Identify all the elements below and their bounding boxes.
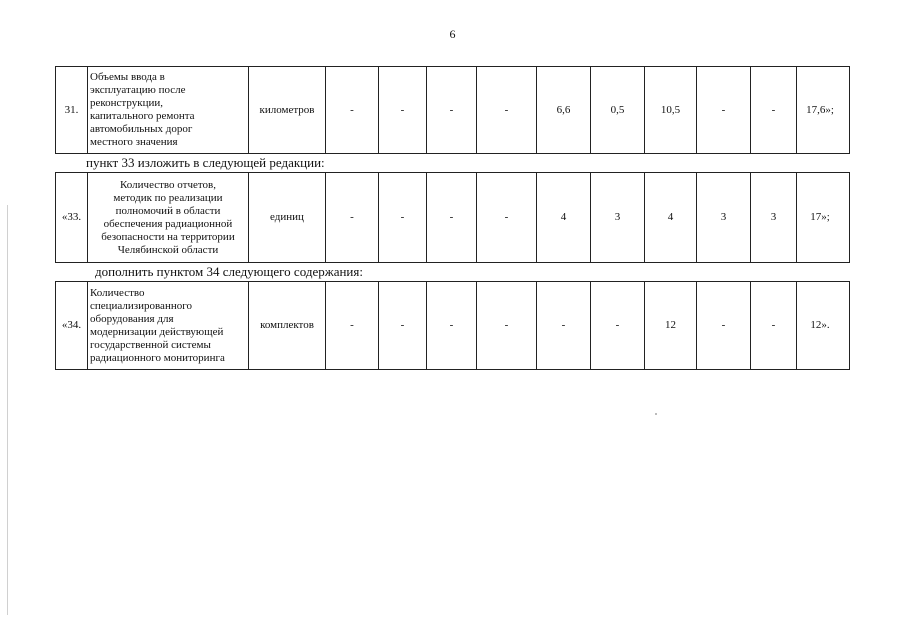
indicator-name	[88, 67, 249, 154]
value-cell: 0,5	[591, 67, 645, 154]
value-cell: 3	[591, 173, 645, 263]
value-cell: -	[427, 173, 477, 263]
indicator-name-line: полномочий в области	[115, 204, 221, 217]
indicator-name-line: Объемы ввода в	[90, 71, 165, 83]
total-cell: 17,6»;	[797, 67, 850, 154]
total-cell: 17»;	[797, 173, 850, 263]
unit-cell: километров	[249, 67, 326, 154]
indicator-name-line: капитального ремонта	[90, 110, 195, 122]
value-cell: -	[326, 282, 379, 370]
value-cell: -	[697, 282, 751, 370]
value-cell: -	[751, 282, 797, 370]
value-cell: -	[379, 282, 427, 370]
value-cell: -	[477, 282, 537, 370]
unit-cell: комплектов	[249, 282, 326, 370]
scan-artifact-line	[7, 205, 8, 615]
indicator-name-line: Челябинской области	[117, 243, 219, 256]
indicator-name-line: обеспечения радиационной	[103, 217, 233, 230]
indicator-name-line: Количество	[90, 286, 145, 299]
total-cell: 12».	[797, 282, 850, 370]
value-cell: -	[326, 67, 379, 154]
section-33-heading: пункт 33 изложить в следующей редакции:	[86, 155, 325, 170]
indicator-name-line: безопасности на территории	[101, 230, 235, 243]
indicator-name	[88, 173, 249, 263]
value-cell: 3	[751, 173, 797, 263]
row-number: 31.	[56, 67, 88, 154]
value-cell: -	[427, 67, 477, 154]
row-number: «34.	[56, 282, 88, 370]
value-cell: -	[427, 282, 477, 370]
value-cell: 6,6	[537, 67, 591, 154]
value-cell: 4	[645, 173, 697, 263]
indicator-name-line: радиационного мониторинга	[90, 351, 225, 364]
page-number: 6	[449, 27, 456, 41]
value-cell: -	[477, 173, 537, 263]
table-row-33	[55, 172, 850, 263]
value-cell: 12	[645, 282, 697, 370]
value-cell: -	[537, 282, 591, 370]
indicator-name-line: эксплуатацию после	[90, 84, 186, 96]
indicator-name-line: государственной системы	[90, 338, 211, 351]
value-cell: 10,5	[645, 67, 697, 154]
value-cell: 4	[537, 173, 591, 263]
indicator-name-line: автомобильных дорог	[90, 123, 193, 135]
table-row-31	[55, 66, 850, 154]
indicator-name-line: модернизации действующей	[90, 325, 224, 338]
value-cell: -	[697, 67, 751, 154]
table-row-34	[55, 281, 850, 370]
value-cell: -	[751, 67, 797, 154]
unit-cell: единиц	[249, 173, 326, 263]
indicator-name	[88, 282, 249, 370]
indicator-name-line: реконструкции,	[90, 97, 163, 109]
scan-artifact-dot	[655, 413, 657, 415]
value-cell: -	[591, 282, 645, 370]
indicator-name-line: оборудования для	[90, 312, 174, 325]
indicator-name-line: специализированного	[90, 299, 192, 312]
value-cell: 3	[697, 173, 751, 263]
value-cell: -	[326, 173, 379, 263]
row-number: «33.	[56, 173, 88, 263]
value-cell: -	[477, 67, 537, 154]
indicator-name-line: методик по реализации	[113, 191, 223, 204]
value-cell: -	[379, 173, 427, 263]
indicator-name-line: местного значения	[90, 136, 178, 148]
indicator-name-line: Количество отчетов,	[120, 178, 216, 191]
value-cell: -	[379, 67, 427, 154]
section-34-heading: дополнить пунктом 34 следующего содержания:	[95, 264, 363, 279]
